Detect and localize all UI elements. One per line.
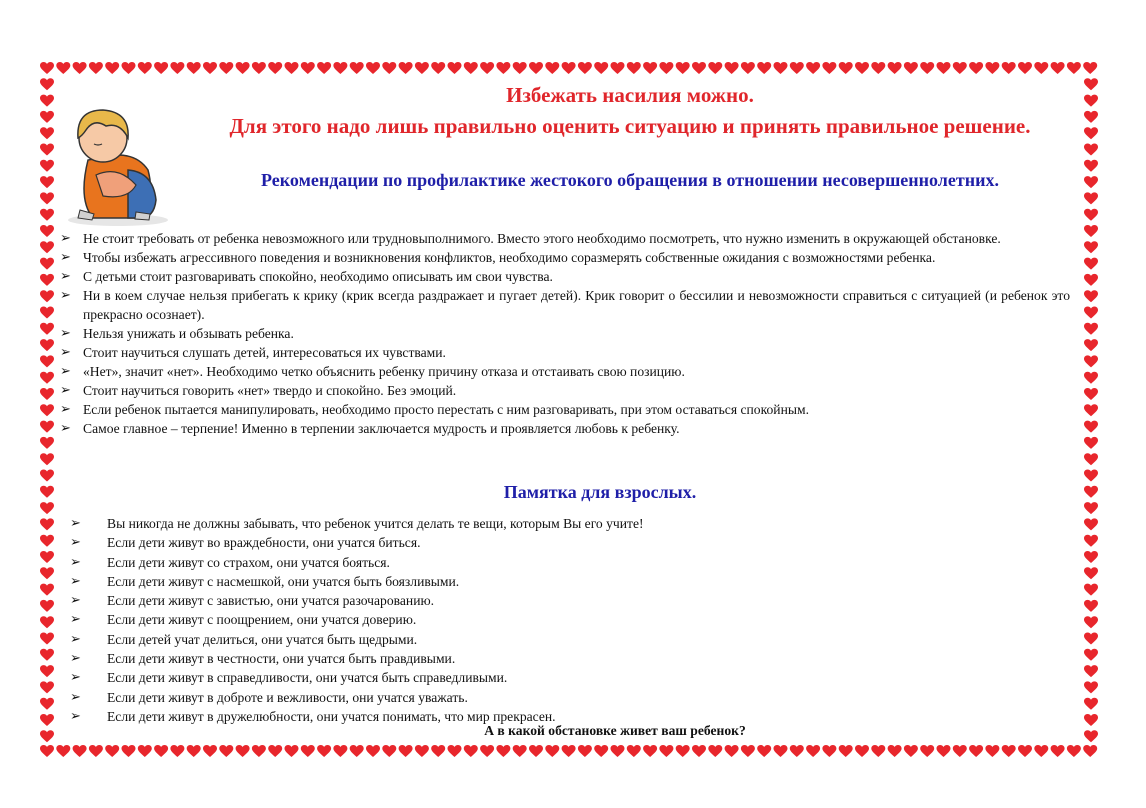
- heart-icon: [790, 62, 804, 74]
- heart-icon: [187, 745, 201, 757]
- list-item-text: Если дети живут с завистью, они учатся разочарованию.: [107, 593, 435, 609]
- memo-heading: Памятка для взрослых.: [503, 482, 697, 502]
- heart-icon: [1084, 160, 1098, 172]
- heart-icon: [285, 745, 299, 757]
- heart-icon: [431, 62, 445, 74]
- list-item: [58, 229, 1070, 248]
- heart-icon: [594, 62, 608, 74]
- heart-icon: [496, 62, 510, 74]
- list-item-text: С детьми стоит разговаривать спокойно, необходимо описывать им свои чувства.: [83, 269, 553, 284]
- heart-icon: [806, 745, 820, 757]
- list-item-text: Стоит научиться слушать детей, интересоваться их чувствами.: [83, 345, 446, 360]
- heart-icon: [1084, 176, 1098, 188]
- heart-icon: [252, 745, 266, 757]
- list-item-text: Чтобы избежать агрессивного поведения и возникновения конфликтов, необходимо соразмерять собственные ожидания с возможностями ребенка.: [83, 250, 936, 265]
- heart-icon: [40, 127, 54, 139]
- heart-icon: [888, 745, 902, 757]
- list-item-text: Если детей учат делиться, они учатся быть щедрыми.: [107, 631, 418, 647]
- heart-icon: [757, 62, 771, 74]
- heart-icon: [1084, 486, 1098, 498]
- heart-icon: [40, 600, 54, 612]
- heart-icon: [40, 698, 54, 710]
- heart-icon: [138, 745, 152, 757]
- list-item: [70, 610, 1030, 629]
- heart-icon: [1084, 274, 1098, 286]
- heart-icon: [1084, 502, 1098, 514]
- heart-icon: [40, 714, 54, 726]
- heart-icon: [513, 62, 527, 74]
- heart-icon: [1002, 745, 1016, 757]
- heart-icon: [187, 62, 201, 74]
- heart-icon: [40, 665, 54, 677]
- heart-icon: [659, 62, 673, 74]
- heart-icon: [350, 745, 364, 757]
- heart-icon: [611, 745, 625, 757]
- heart-icon: [399, 745, 413, 757]
- arrow-bullet-icon: ➢: [60, 421, 71, 436]
- heart-icon: [268, 745, 282, 757]
- heart-icon: [1084, 551, 1098, 563]
- list-item: [70, 630, 1030, 649]
- heart-icon: [40, 470, 54, 482]
- heart-icon: [350, 62, 364, 74]
- heart-icon: [627, 62, 641, 74]
- heart-icon: [268, 62, 282, 74]
- list-item-text: Ни в коем случае нельзя прибегать к крику (крик всегда раздражает и пугает детей). Крик говорит о бессилии и невозможности справиться с ситуацией (и ребенок это прекрасно осознает).: [83, 288, 1070, 322]
- heart-icon: [692, 62, 706, 74]
- arrow-bullet-icon: ➢: [70, 651, 81, 667]
- list-item-text: Нельзя унижать и обзывать ребенка.: [83, 326, 294, 341]
- heart-icon: [1084, 241, 1098, 253]
- heart-icon: [1084, 127, 1098, 139]
- list-item: [58, 381, 1070, 400]
- heart-icon: [1084, 144, 1098, 156]
- heart-icon: [839, 745, 853, 757]
- heart-icon: [333, 62, 347, 74]
- heart-icon: [1084, 453, 1098, 465]
- heart-icon: [659, 745, 673, 757]
- heart-icon: [40, 681, 54, 693]
- heart-icon: [1067, 62, 1081, 74]
- heart-icon: [105, 62, 119, 74]
- list-item: [70, 533, 1030, 552]
- heart-icon: [953, 745, 967, 757]
- heart-icon: [1084, 111, 1098, 123]
- list-item: [70, 688, 1030, 707]
- heart-icon: [154, 62, 168, 74]
- heart-icon: [89, 745, 103, 757]
- list-item-text: Если дети живут с насмешкой, они учатся быть боязливыми.: [107, 573, 460, 589]
- heart-icon: [969, 745, 983, 757]
- arrow-bullet-icon: ➢: [70, 554, 81, 570]
- list-item-text: Не стоит требовать от ребенка невозможного или трудновыполнимого. Вместо этого необходимо посмотреть, что нужно изменить в окружающей обстановке.: [83, 231, 1001, 246]
- arrow-bullet-icon: ➢: [70, 708, 81, 724]
- list-item-text: «Нет», значит «нет». Необходимо четко объяснить ребенку причину отказа и отстаивать свою позицию.: [83, 364, 685, 379]
- heart-icon: [219, 745, 233, 757]
- heart-icon: [937, 62, 951, 74]
- list-item-text: Если дети живут в доброте и вежливости, они учатся уважать.: [107, 689, 468, 705]
- heart-icon: [774, 62, 788, 74]
- heart-icon: [40, 241, 54, 253]
- heart-icon: [822, 62, 836, 74]
- heart-icon: [154, 745, 168, 757]
- heart-icon: [985, 62, 999, 74]
- heart-icon: [1084, 404, 1098, 416]
- heart-icon: [529, 745, 543, 757]
- heart-icon: [578, 745, 592, 757]
- heart-icon: [448, 745, 462, 757]
- list-item: [58, 362, 1070, 381]
- heart-icon: [741, 62, 755, 74]
- heart-icon: [953, 62, 967, 74]
- heart-icon: [382, 62, 396, 74]
- heart-icon: [40, 567, 54, 579]
- heart-icon: [40, 518, 54, 530]
- main-title-line2: Для этого надо лишь правильно оценить ситуацию и принять правильное решение.: [229, 114, 1031, 138]
- list-item: [58, 343, 1070, 362]
- heart-icon: [1084, 437, 1098, 449]
- list-item-text: Самое главное – терпение! Именно в терпении заключается мудрость и проявляется любовь к ребенку.: [83, 421, 680, 436]
- heart-icon: [839, 62, 853, 74]
- list-item-text: Если дети живут со страхом, они учатся бояться.: [107, 554, 390, 570]
- heart-icon: [40, 388, 54, 400]
- heart-icon: [40, 453, 54, 465]
- arrow-bullet-icon: ➢: [60, 345, 71, 360]
- heart-icon: [464, 62, 478, 74]
- heart-icon: [708, 745, 722, 757]
- heart-icon: [170, 62, 184, 74]
- heart-icon: [562, 62, 576, 74]
- heart-icon: [871, 62, 885, 74]
- list-item: [58, 419, 1070, 438]
- heart-icon: [1084, 95, 1098, 107]
- heart-icon: [937, 745, 951, 757]
- heart-icon: [40, 274, 54, 286]
- heart-icon: [40, 225, 54, 237]
- heart-icon: [1002, 62, 1016, 74]
- heart-icon: [317, 62, 331, 74]
- heart-icon: [40, 745, 54, 757]
- heart-icon: [741, 745, 755, 757]
- heart-icon: [578, 62, 592, 74]
- closing-question: А в какой обстановке живет ваш ребенок?: [484, 723, 746, 738]
- heart-icon: [1084, 681, 1098, 693]
- list-item-text: Стоит научиться говорить «нет» твердо и спокойно. Без эмоций.: [83, 383, 457, 398]
- heart-icon: [920, 745, 934, 757]
- arrow-bullet-icon: ➢: [60, 288, 71, 303]
- heart-icon: [904, 62, 918, 74]
- heart-icon: [382, 745, 396, 757]
- heart-icon: [203, 62, 217, 74]
- heart-icon: [236, 745, 250, 757]
- heart-icon: [1084, 421, 1098, 433]
- heart-icon: [56, 745, 70, 757]
- heart-icon: [73, 62, 87, 74]
- heart-icon: [969, 62, 983, 74]
- arrow-bullet-icon: ➢: [60, 326, 71, 341]
- heart-icon: [40, 78, 54, 90]
- list-item: [70, 668, 1030, 687]
- list-item: [70, 649, 1030, 668]
- arrow-bullet-icon: ➢: [70, 573, 81, 589]
- heart-icon: [692, 745, 706, 757]
- heart-icon: [40, 111, 54, 123]
- list-item: [70, 591, 1030, 610]
- heart-icon: [40, 160, 54, 172]
- heart-icon: [399, 62, 413, 74]
- main-title: Избежать насилия можно.: [506, 83, 754, 107]
- heart-icon: [285, 62, 299, 74]
- heart-icon: [676, 62, 690, 74]
- heart-icon: [1084, 307, 1098, 319]
- list-item-text: Вы никогда не должны забывать, что ребенок учится делать те вещи, которым Вы его учите!: [107, 516, 644, 531]
- heart-icon: [985, 745, 999, 757]
- heart-icon: [806, 62, 820, 74]
- heart-icon: [643, 62, 657, 74]
- arrow-bullet-icon: ➢: [70, 612, 81, 628]
- heart-icon: [40, 209, 54, 221]
- heart-icon: [40, 95, 54, 107]
- heart-icon: [1051, 745, 1065, 757]
- list-item: [58, 267, 1070, 286]
- heart-icon: [40, 176, 54, 188]
- heart-icon: [1084, 372, 1098, 384]
- heart-icon: [236, 62, 250, 74]
- list-item-text: Если ребенок пытается манипулировать, необходимо просто перестать с ним разговаривать, при этом оставаться спокойным.: [83, 402, 809, 417]
- heart-icon: [1084, 649, 1098, 661]
- arrow-bullet-icon: ➢: [70, 535, 81, 551]
- heart-icon: [562, 745, 576, 757]
- heart-icon: [480, 745, 494, 757]
- heart-icon: [1084, 730, 1098, 742]
- heart-icon: [1084, 290, 1098, 302]
- arrow-bullet-icon: ➢: [60, 402, 71, 417]
- heart-icon: [40, 535, 54, 547]
- heart-icon: [40, 355, 54, 367]
- heart-icon: [1084, 225, 1098, 237]
- heart-icon: [725, 745, 739, 757]
- memo-list: [70, 514, 1030, 726]
- heart-icon: [1051, 62, 1065, 74]
- arrow-bullet-icon: ➢: [60, 231, 71, 246]
- heart-icon: [545, 745, 559, 757]
- heart-icon: [920, 62, 934, 74]
- list-item-text: Если дети живут в честности, они учатся быть правдивыми.: [107, 651, 456, 667]
- heart-icon: [545, 62, 559, 74]
- heart-icon: [822, 745, 836, 757]
- list-item: [58, 248, 1070, 267]
- heart-icon: [1084, 567, 1098, 579]
- heart-icon: [105, 745, 119, 757]
- heart-icon: [40, 404, 54, 416]
- list-item: [70, 553, 1030, 572]
- heart-icon: [40, 323, 54, 335]
- heart-icon: [774, 745, 788, 757]
- heart-icon: [40, 144, 54, 156]
- heart-icon: [40, 372, 54, 384]
- heart-icon: [122, 745, 136, 757]
- heart-icon: [89, 62, 103, 74]
- heart-icon: [1084, 714, 1098, 726]
- heart-icon: [1084, 698, 1098, 710]
- arrow-bullet-icon: ➢: [60, 383, 71, 398]
- heart-icon: [1084, 633, 1098, 645]
- arrow-bullet-icon: ➢: [60, 269, 71, 284]
- heart-icon: [40, 258, 54, 270]
- arrow-bullet-icon: ➢: [70, 670, 81, 686]
- heart-icon: [1084, 78, 1098, 90]
- heart-icon: [73, 745, 87, 757]
- heart-icon: [1084, 665, 1098, 677]
- heart-icon: [40, 421, 54, 433]
- heart-icon: [480, 62, 494, 74]
- heart-icon: [627, 745, 641, 757]
- heart-icon: [1084, 518, 1098, 530]
- heart-icon: [871, 745, 885, 757]
- heart-icon: [1083, 745, 1097, 757]
- list-item-text: Если дети живут во враждебности, они учатся биться.: [107, 535, 421, 551]
- heart-icon: [1084, 339, 1098, 351]
- heart-icon: [366, 62, 380, 74]
- heart-icon: [904, 745, 918, 757]
- arrow-bullet-icon: ➢: [60, 250, 71, 265]
- heart-icon: [676, 745, 690, 757]
- heart-icon: [496, 745, 510, 757]
- heart-icon: [40, 649, 54, 661]
- heart-icon: [333, 745, 347, 757]
- heart-icon: [40, 290, 54, 302]
- recommendations-list: [58, 229, 1070, 438]
- heart-icon: [56, 62, 70, 74]
- list-item-text: Если дети живут в дружелюбности, они учатся понимать, что мир прекрасен.: [107, 708, 556, 724]
- heart-icon: [431, 745, 445, 757]
- heart-icon: [138, 62, 152, 74]
- heart-icon: [611, 62, 625, 74]
- arrow-bullet-icon: ➢: [70, 516, 81, 531]
- arrow-bullet-icon: ➢: [70, 593, 81, 609]
- arrow-bullet-icon: ➢: [70, 631, 81, 647]
- list-item-text: Если дети живут в справедливости, они учатся быть справедливыми.: [107, 670, 508, 686]
- heart-icon: [40, 584, 54, 596]
- list-item-text: Если дети живут с поощрением, они учатся доверию.: [107, 612, 417, 628]
- heart-icon: [464, 745, 478, 757]
- heart-icon: [855, 745, 869, 757]
- heart-icon: [1084, 209, 1098, 221]
- sad-child-illustration: [58, 100, 176, 228]
- list-item: [58, 400, 1070, 419]
- arrow-bullet-icon: ➢: [60, 364, 71, 379]
- heart-icon: [170, 745, 184, 757]
- heart-icon: [855, 62, 869, 74]
- heart-icon: [40, 339, 54, 351]
- heart-icon: [1084, 388, 1098, 400]
- heart-icon: [40, 62, 54, 74]
- heart-icon: [1084, 535, 1098, 547]
- heart-icon: [40, 551, 54, 563]
- heart-icon: [301, 62, 315, 74]
- heart-icon: [513, 745, 527, 757]
- heart-icon: [1084, 584, 1098, 596]
- heart-icon: [40, 633, 54, 645]
- heart-icon: [40, 616, 54, 628]
- heart-icon: [1034, 745, 1048, 757]
- list-item: [70, 572, 1030, 591]
- heart-icon: [708, 62, 722, 74]
- heart-icon: [1084, 600, 1098, 612]
- heart-icon: [40, 502, 54, 514]
- heart-icon: [40, 486, 54, 498]
- list-item: [70, 514, 1030, 533]
- heart-icon: [122, 62, 136, 74]
- heart-icon: [1018, 62, 1032, 74]
- heart-icon: [1067, 745, 1081, 757]
- heart-icon: [1084, 616, 1098, 628]
- heart-icon: [1034, 62, 1048, 74]
- heart-icon: [790, 745, 804, 757]
- heart-icon: [1084, 355, 1098, 367]
- heart-icon: [448, 62, 462, 74]
- heart-icon: [1084, 192, 1098, 204]
- heart-icon: [40, 307, 54, 319]
- heart-icon: [252, 62, 266, 74]
- heart-icon: [757, 745, 771, 757]
- heart-icon: [40, 437, 54, 449]
- list-item: [58, 286, 1070, 324]
- heart-icon: [529, 62, 543, 74]
- heart-icon: [203, 745, 217, 757]
- heart-icon: [1084, 258, 1098, 270]
- heart-icon: [40, 192, 54, 204]
- heart-icon: [888, 62, 902, 74]
- heart-icon: [415, 745, 429, 757]
- heart-icon: [366, 745, 380, 757]
- heart-icon: [301, 745, 315, 757]
- heart-icon: [1018, 745, 1032, 757]
- heart-icon: [643, 745, 657, 757]
- heart-icon: [594, 745, 608, 757]
- heart-icon: [1084, 470, 1098, 482]
- heart-icon: [40, 730, 54, 742]
- heart-icon: [1084, 323, 1098, 335]
- list-item: [58, 324, 1070, 343]
- heart-icon: [725, 62, 739, 74]
- heart-icon: [219, 62, 233, 74]
- heart-icon: [1083, 62, 1097, 74]
- arrow-bullet-icon: ➢: [70, 689, 81, 705]
- recommendations-heading: Рекомендации по профилактике жестокого обращения в отношении несовершеннолетних.: [261, 170, 999, 190]
- heart-icon: [317, 745, 331, 757]
- heart-icon: [415, 62, 429, 74]
